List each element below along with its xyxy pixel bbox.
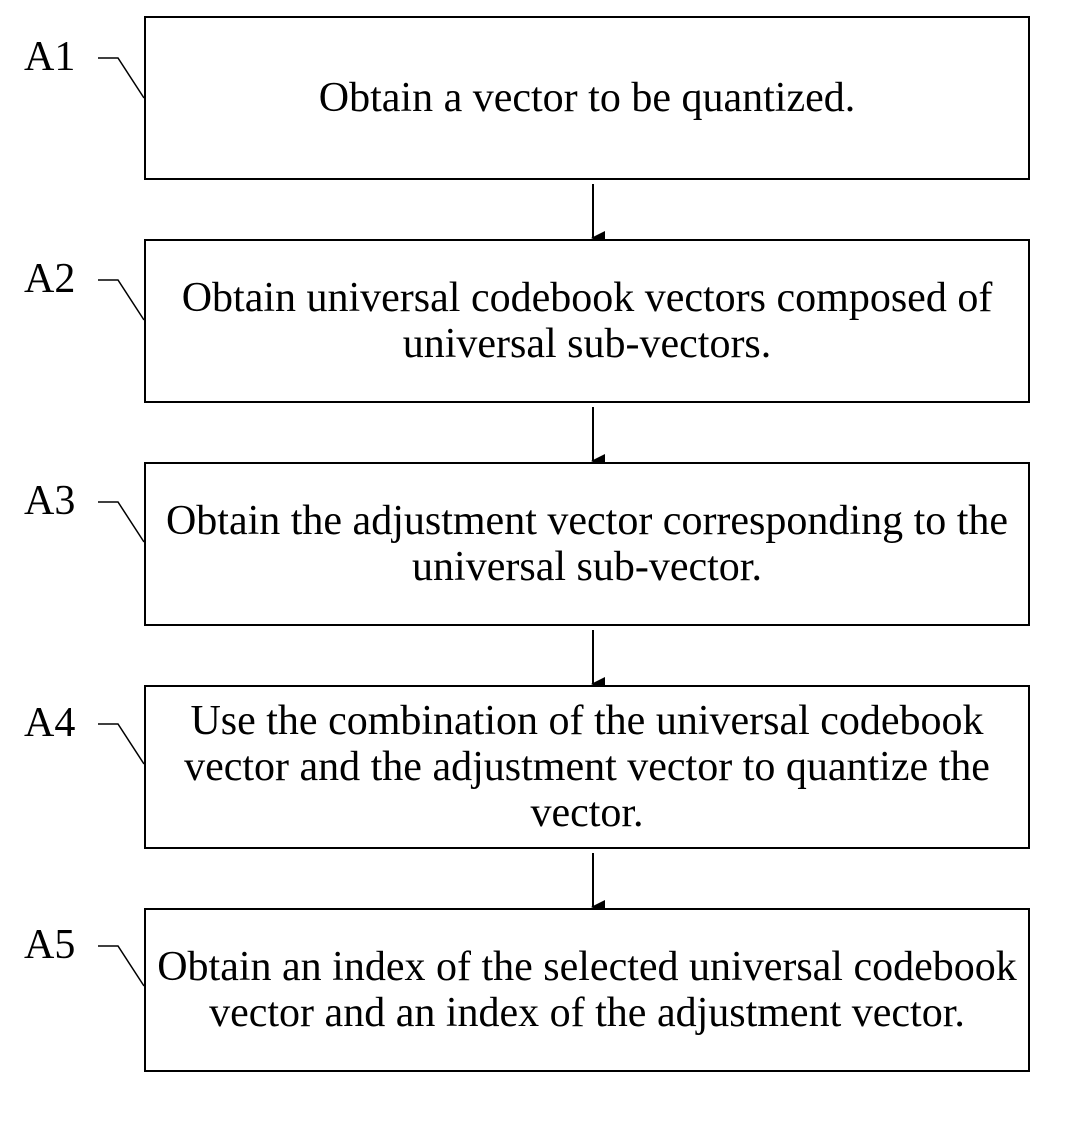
step-text-a3: Obtain the adjustment vector corresponding to the universal sub-vector. xyxy=(165,498,1009,590)
leader-line-a3 xyxy=(98,502,144,542)
step-text-a5: Obtain an index of the selected universal codebook vector and an index of the adjustment vector. xyxy=(157,944,1017,1036)
leader-line-a5 xyxy=(98,946,144,986)
step-text-a2: Obtain universal codebook vectors composed of universal sub-vectors. xyxy=(181,275,993,367)
step-box-a4 xyxy=(144,685,1030,849)
step-text-a4: Use the combination of the universal codebook vector and the adjustment vector to quantize the vector. xyxy=(184,698,990,836)
step-label-a4: A4 xyxy=(24,700,76,746)
step-box-a1 xyxy=(144,16,1030,180)
leader-line-a1 xyxy=(98,58,144,98)
leader-line-a4 xyxy=(98,724,144,764)
step-label-a3: A3 xyxy=(24,478,76,524)
step-label-a5: A5 xyxy=(24,922,76,968)
step-label-a2: A2 xyxy=(24,256,76,302)
leader-line-a2 xyxy=(98,280,144,320)
step-box-a5 xyxy=(144,908,1030,1072)
step-text-a1: Obtain a vector to be quantized. xyxy=(318,75,856,121)
step-label-a1: A1 xyxy=(24,34,76,80)
step-box-a3 xyxy=(144,462,1030,626)
step-box-a2 xyxy=(144,239,1030,403)
